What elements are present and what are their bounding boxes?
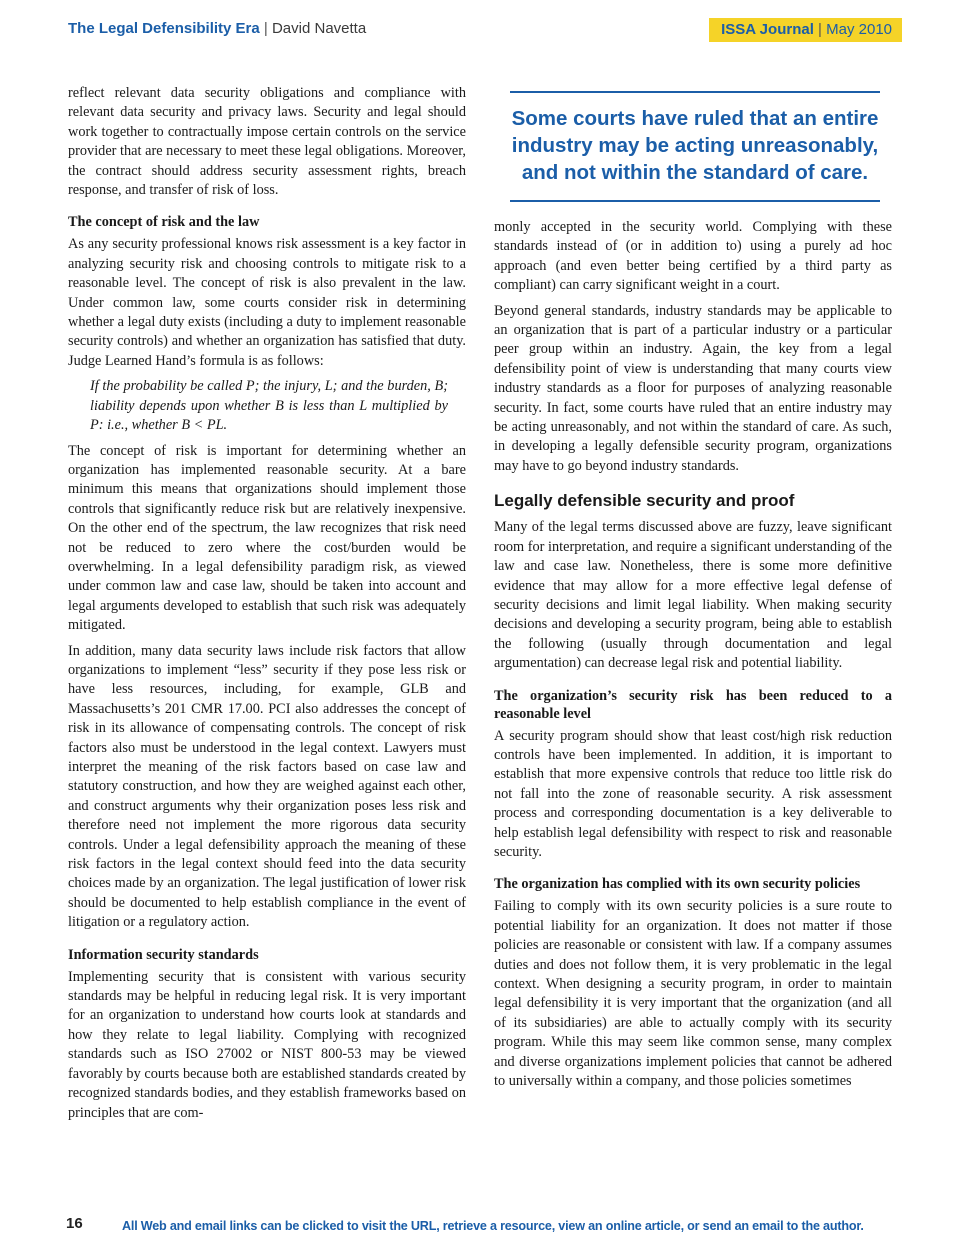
header-separator: | <box>263 20 268 37</box>
body-paragraph: reflect relevant data security obligations and compliance with relevant data security and privacy laws. Security and legal should work together to contractually impose certain controls on the service provider that are necessary to meet these legal obligations. Moreover, the contract should address security assessment rights, breach response, and transfer of risk of loss. <box>68 85 466 199</box>
body-paragraph: Failing to comply with its own security policies is a sure route to potential liability for an organization. It does not matter if those policies are reasonable or consistent with law. If a company assumes duties and does not follow them, it is very problematic in the legal context. When designing a security program, in order to maintain legal defensibility it is very important that the organization (and all of its subsidiaries) are able to actually comply with its security program. While this may seem like common sense, many complex and diverse organizations implement policies that cannot be adhered to universally within a company, and those policies sometimes <box>494 898 892 1090</box>
journal-name: ISSA Journal <box>721 21 814 38</box>
running-header-left <box>68 20 366 37</box>
left-column <box>68 84 466 1129</box>
body-paragraph: As any security professional knows risk assessment is a key factor in analyzing security risk and choosing controls to mitigate risk to a reasonable level. The concept of risk is also prevalent in the law. Under common law, some courts consider risk in determining whether a legal duty exists (including a duty to implement reasonable security controls) and whether an organization has satisfied that duty. Judge Learned Hand’s formula is as follows: <box>68 236 466 369</box>
body-paragraph: In addition, many data security laws include risk factors that allow organizations to implement “less” security if they pose less risk or have less resources, including, for example, GLB and Massachusetts’s 201 CMR 17.00. PCI also addresses the concept of risk in its allowance of compensating controls. The concept of risk factors also must be understood in the legal context. Lawyers must interpret the meaning of the risk factors based on case law and statutory construction, and how they are weighed against each other, and construct arguments why their organization poses less risk and therefore need not implement the more rigorous data security controls. Under a legal defensibility approach the meaning of these risk factors in the legal context should feed into the data security choices made by an organization. The legal justification of lower risk should be documented to help establish compliance in the event of litigation or a regulatory action. <box>68 642 466 931</box>
pull-quote <box>510 91 880 202</box>
article-title: The Legal Defensibility Era <box>68 20 260 37</box>
running-header-right <box>709 18 902 42</box>
subheading-risk-reduced: The organization’s security risk has been reduced to a reasonable level <box>494 687 892 722</box>
header-separator-right: | <box>818 21 822 38</box>
article-author: David Navetta <box>271 20 367 37</box>
section-heading-risk: The concept of risk and the law <box>68 214 260 231</box>
section-heading-proof: Legally defensible security and proof <box>494 491 795 511</box>
hand-formula-quote: If the probability be called P; the injury, L; and the burden, B; liability depends upon whether B is less than L multiplied by P: i.e., whether B < PL. <box>90 378 448 434</box>
section-heading-standards: Information security standards <box>68 946 259 963</box>
page-number: 16 <box>66 1215 83 1232</box>
right-column <box>494 218 892 1097</box>
footer-links-note: All Web and email links can be clicked to visit the URL, retrieve a resource, view an online article, or send an email to the author. <box>122 1219 864 1233</box>
body-paragraph: Implementing security that is consistent with various security standards may be helpful in reducing legal risk. It is very important for an organization to understand how courts look at standards and how they relate to legal liability. Complying with recognized standards such as ISO 27002 or NIST 800-53 may be viewed favorably by courts because both are established standards created by recognized standards bodies, and they establish frameworks based on principles that are com- <box>68 968 466 1121</box>
subheading-complied-policies: The organization has complied with its own security policies <box>494 876 861 893</box>
body-paragraph: Many of the legal terms discussed above are fuzzy, leave significant room for interpretation, and require a significant understanding of the law and case law. Nonetheless, there is some more definitive evidence that may allow for a more effective legal defense of security decisions and limit legal liability. When making security decisions and developing a security program, being able to establish the following (usually through documentation and legal argumentation) can decrease legal risk and potential liability. <box>494 519 892 672</box>
issue-date: May 2010 <box>826 21 892 38</box>
body-paragraph: The concept of risk is important for determining whether an organization has implemented reasonable security. At a bare minimum this means that organizations should implement those controls that significantly reduce risk but are relatively inexpensive. On the other end of the spectrum, the law recognizes that risk need not be reduced to zero where the cost/burden would be overwhelming. In a legal defensibility paradigm risk, as viewed under common law and case law, should be taken into account and legal arguments developed to establish that such risk was adequately mitigated. <box>68 442 466 634</box>
body-paragraph: Beyond general standards, industry standards may be applicable to an organization that is part of a particular industry or a particular peer group within an industry. Again, the key from a legal defensibility point of view is understanding that many courts view industry standards as a floor for purposes of analyzing reasonable security. In fact, some courts have ruled that an entire industry may be acting unreasonably, and not within the standard of care. As such, in developing a legally defensible security program, organizations may have to go beyond industry standards. <box>494 302 892 474</box>
body-paragraph: A security program should show that least cost/high risk reduction controls have been implemented. In addition, it is important to establish that more expensive controls that reduce too little risk do not fall into the zone of reasonable security. A risk assessment process and corresponding documentation is a key deliverable to help establish legal defensibility with respect to risk and reasonable security. <box>494 727 892 860</box>
pull-quote-text: Some courts have ruled that an entire industry may be acting unreasonably, and not within the standard of care. <box>511 107 879 184</box>
body-paragraph: monly accepted in the security world. Complying with these standards instead of (or in addition to) using a purely ad hoc approach (and even better being certified by a third party as compliant) can carry significant weight in a court. <box>494 219 892 294</box>
